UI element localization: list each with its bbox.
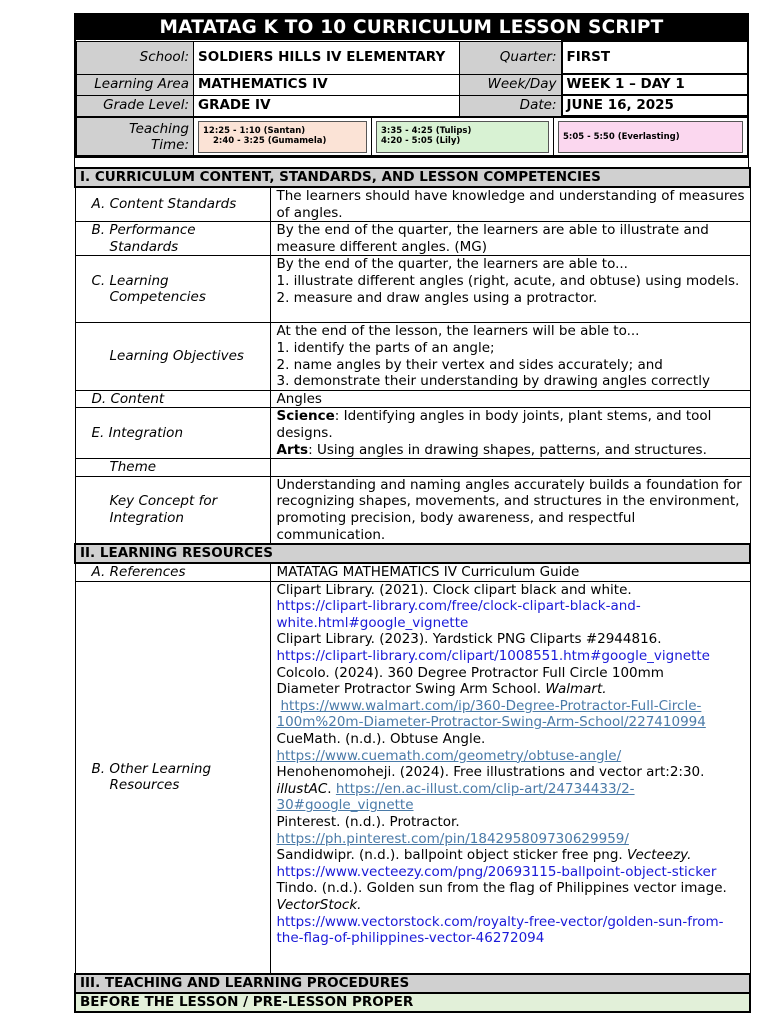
- time-everlasting: 5:05 - 5:50 (Everlasting): [563, 131, 680, 142]
- reference-4: CueMath. (n.d.). Obtuse Angle.: [276, 731, 486, 748]
- key-concept-label: [75, 476, 270, 544]
- reference-3-text: Diameter Protractor Swing Arm School.: [276, 681, 546, 698]
- quarter-value: FIRST: [562, 41, 748, 74]
- objective-2: 2. name angles by their vertex and sides accurately; and: [276, 356, 663, 373]
- competency-1: 1. illustrate different angles (right, acute, and obtuse) using models.: [276, 272, 740, 289]
- arts-text: : Using angles in drawing shapes, patterns, and structures.: [308, 441, 707, 458]
- grade-level-label: Grade Level:: [77, 95, 194, 116]
- objective-3: 3. demonstrate their understanding by drawing angles correctly: [276, 373, 710, 390]
- reference-3-cont: [277, 681, 746, 698]
- performance-standards-value: By the end of the quarter, the learners are able to illustrate and measure different angles. (MG): [270, 222, 750, 256]
- school-label: School:: [77, 41, 194, 74]
- lesson-main-table: [74, 167, 751, 1013]
- section-gap: [74, 158, 749, 167]
- teaching-time-label-line-2: Time:: [150, 136, 189, 153]
- school-value: SOLDIERS HILLS IV ELEMENTARY: [194, 41, 460, 74]
- reference-5-link[interactable]: https://en.ac-illust.com/clip-art/24734433/2-: [335, 780, 635, 797]
- content-value: Angles: [270, 390, 750, 408]
- reference-4-link[interactable]: https://www.cuemath.com/geometry/obtuse-angle/: [276, 747, 622, 764]
- reference-7-link[interactable]: https://www.vecteezy.com/png/20693115-ballpoint-object-sticker: [276, 863, 717, 880]
- learning-area-label: Learning Area: [77, 74, 194, 95]
- reference-5-cont: illustAC. https://en.ac-illust.com/clip-art/24734433/2-: [276, 780, 635, 797]
- reference-5-link-cont[interactable]: 30#google_vignette: [276, 797, 414, 814]
- references-label: A. References: [75, 563, 270, 581]
- time-gumamela: 2:40 - 3:25 (Gumamela): [213, 135, 327, 146]
- competencies-label-line-1: C. Learning: [91, 272, 169, 289]
- reference-2: Clipart Library. (2023). Yardstick PNG Cliparts #2944816.: [276, 631, 662, 648]
- reference-3-link[interactable]: https://www.walmart.com/ip/360-Degree-Protractor-Full-Circle-: [280, 697, 702, 714]
- learning-objectives-label: [75, 323, 270, 390]
- content-label: D. Content: [75, 390, 270, 408]
- teaching-time-slot-2: [372, 118, 554, 156]
- learning-area-value: MATHEMATICS IV: [194, 74, 460, 95]
- week-day-label: Week/Day: [460, 74, 562, 95]
- objective-1: 1. identify the parts of an angle;: [276, 339, 495, 356]
- other-resources-label-line-1: B. Other Learning: [91, 760, 212, 777]
- reference-5: Henohenomoheji. (2024). Free illustrations and vector art:2:30.: [276, 764, 705, 781]
- arts-label: Arts: [276, 441, 309, 458]
- before-lesson-heading: BEFORE THE LESSON / PRE-LESSON PROPER: [75, 993, 750, 1012]
- reference-1-link-cont[interactable]: white.html#google_vignette: [276, 614, 469, 631]
- time-box-everlasting: [558, 121, 743, 153]
- time-santan: 12:25 - 1:10 (Santan): [203, 125, 306, 136]
- integration-arts: [277, 442, 746, 459]
- learning-competencies-label: [75, 256, 270, 323]
- teaching-time-slot-3: [554, 118, 748, 156]
- reference-3: Colcolo. (2024). 360 Degree Protractor Full Circle 100mm: [276, 664, 664, 681]
- time-box-tulips: [376, 121, 549, 153]
- objectives-label-text: Learning Objectives: [109, 348, 244, 365]
- theme-label-text: Theme: [109, 459, 157, 476]
- reference-6: Pinterest. (n.d.). Protractor.: [276, 814, 460, 830]
- content-standards-value: The learners should have knowledge and understanding of measures of angles.: [270, 187, 750, 222]
- other-resources-label-line-2: Resources: [109, 777, 180, 794]
- integration-label: E. Integration: [75, 408, 270, 459]
- section-1-heading: I. CURRICULUM CONTENT, STANDARDS, AND LESSON COMPETENCIES: [75, 168, 750, 187]
- time-box-santan: [198, 121, 367, 153]
- time-lily: 4:20 - 5:05 (Lily): [381, 135, 461, 146]
- science-text: : Identifying angles in body joints, plant stems, and tool designs.: [276, 408, 712, 441]
- reference-8: Tindo. (n.d.). Golden sun from the flag of Philippines vector image.: [276, 880, 727, 897]
- lesson-script-page: [74, 13, 749, 1013]
- teaching-time-table: [76, 117, 748, 156]
- reference-8-link[interactable]: https://www.vectorstock.com/royalty-free-vector/golden-sun-from-: [276, 913, 724, 930]
- reference-2-link[interactable]: https://clipart-library.com/clipart/1008551.htm#google_vignette: [276, 648, 710, 665]
- learning-competencies-value: [270, 256, 750, 323]
- grade-level-value: GRADE IV: [194, 95, 460, 116]
- section-2-heading: II. LEARNING RESOURCES: [75, 544, 750, 563]
- competencies-label-line-2: Competencies: [109, 289, 206, 306]
- time-tulips: 3:35 - 4:25 (Tulips): [381, 125, 472, 136]
- integration-science: [277, 408, 746, 441]
- date-value: JUNE 16, 2025: [562, 95, 748, 116]
- teaching-time-label-line-1: Teaching: [128, 120, 189, 137]
- other-resources-list: [270, 581, 750, 974]
- performance-label-line-2: Standards: [109, 238, 179, 255]
- header-info-table: [76, 40, 749, 117]
- reference-8-link-cont[interactable]: the-flag-of-philippines-vector-46272094: [276, 930, 545, 947]
- teaching-time-label: [77, 118, 194, 156]
- reference-3-link-cont[interactable]: 100m%20m-Diameter-Protractor-Swing-Arm-School/227410994: [276, 714, 706, 731]
- reference-5-publisher: illustAC: [276, 780, 328, 797]
- week-day-value: WEEK 1 – DAY 1: [562, 74, 748, 95]
- reference-1: Clipart Library. (2021). Clock clipart black and white.: [276, 581, 632, 598]
- performance-standards-label: [75, 222, 270, 256]
- reference-6-link[interactable]: https://ph.pinterest.com/pin/184295809730629959/: [276, 830, 629, 847]
- teaching-time-slot-1: [194, 118, 372, 156]
- key-concept-label-line-2: Integration: [109, 509, 184, 526]
- reference-7-publisher: Vecteezy.: [627, 847, 692, 864]
- learning-objectives-value: [270, 323, 750, 390]
- reference-3-publisher: Walmart.: [545, 681, 607, 698]
- competencies-intro: By the end of the quarter, the learners are able to...: [276, 256, 628, 273]
- quarter-label: Quarter:: [460, 41, 562, 74]
- theme-value: [270, 459, 750, 477]
- objectives-intro: At the end of the lesson, the learners will be able to...: [276, 323, 640, 340]
- document-title: MATATAG K TO 10 CURRICULUM LESSON SCRIPT: [76, 15, 747, 40]
- reference-7-text: Sandidwipr. (n.d.). ballpoint object sticker free png.: [276, 847, 627, 864]
- header-block: [74, 13, 749, 158]
- science-label: Science: [276, 408, 335, 425]
- competency-2: 2. measure and draw angles using a protractor.: [276, 289, 598, 306]
- key-concept-label-line-1: Key Concept for: [109, 493, 218, 510]
- integration-value: [270, 408, 750, 459]
- theme-label: [75, 459, 270, 477]
- date-label: Date:: [460, 95, 562, 116]
- references-value: MATATAG MATHEMATICS IV Curriculum Guide: [270, 563, 750, 581]
- key-concept-value: Understanding and naming angles accurately builds a foundation for recognizing shapes, movements, and structures in the environment, promoting precision, body awareness, and respectful communication.: [270, 476, 750, 544]
- other-resources-label: [75, 581, 270, 974]
- reference-8-publisher: VectorStock.: [276, 896, 362, 913]
- section-3-heading: III. TEACHING AND LEARNING PROCEDURES: [75, 974, 750, 993]
- reference-7: [277, 847, 746, 864]
- reference-1-link[interactable]: https://clipart-library.com/free/clock-clipart-black-and-: [276, 598, 641, 615]
- content-standards-label: A. Content Standards: [75, 187, 270, 222]
- performance-label-line-1: B. Performance: [91, 222, 196, 239]
